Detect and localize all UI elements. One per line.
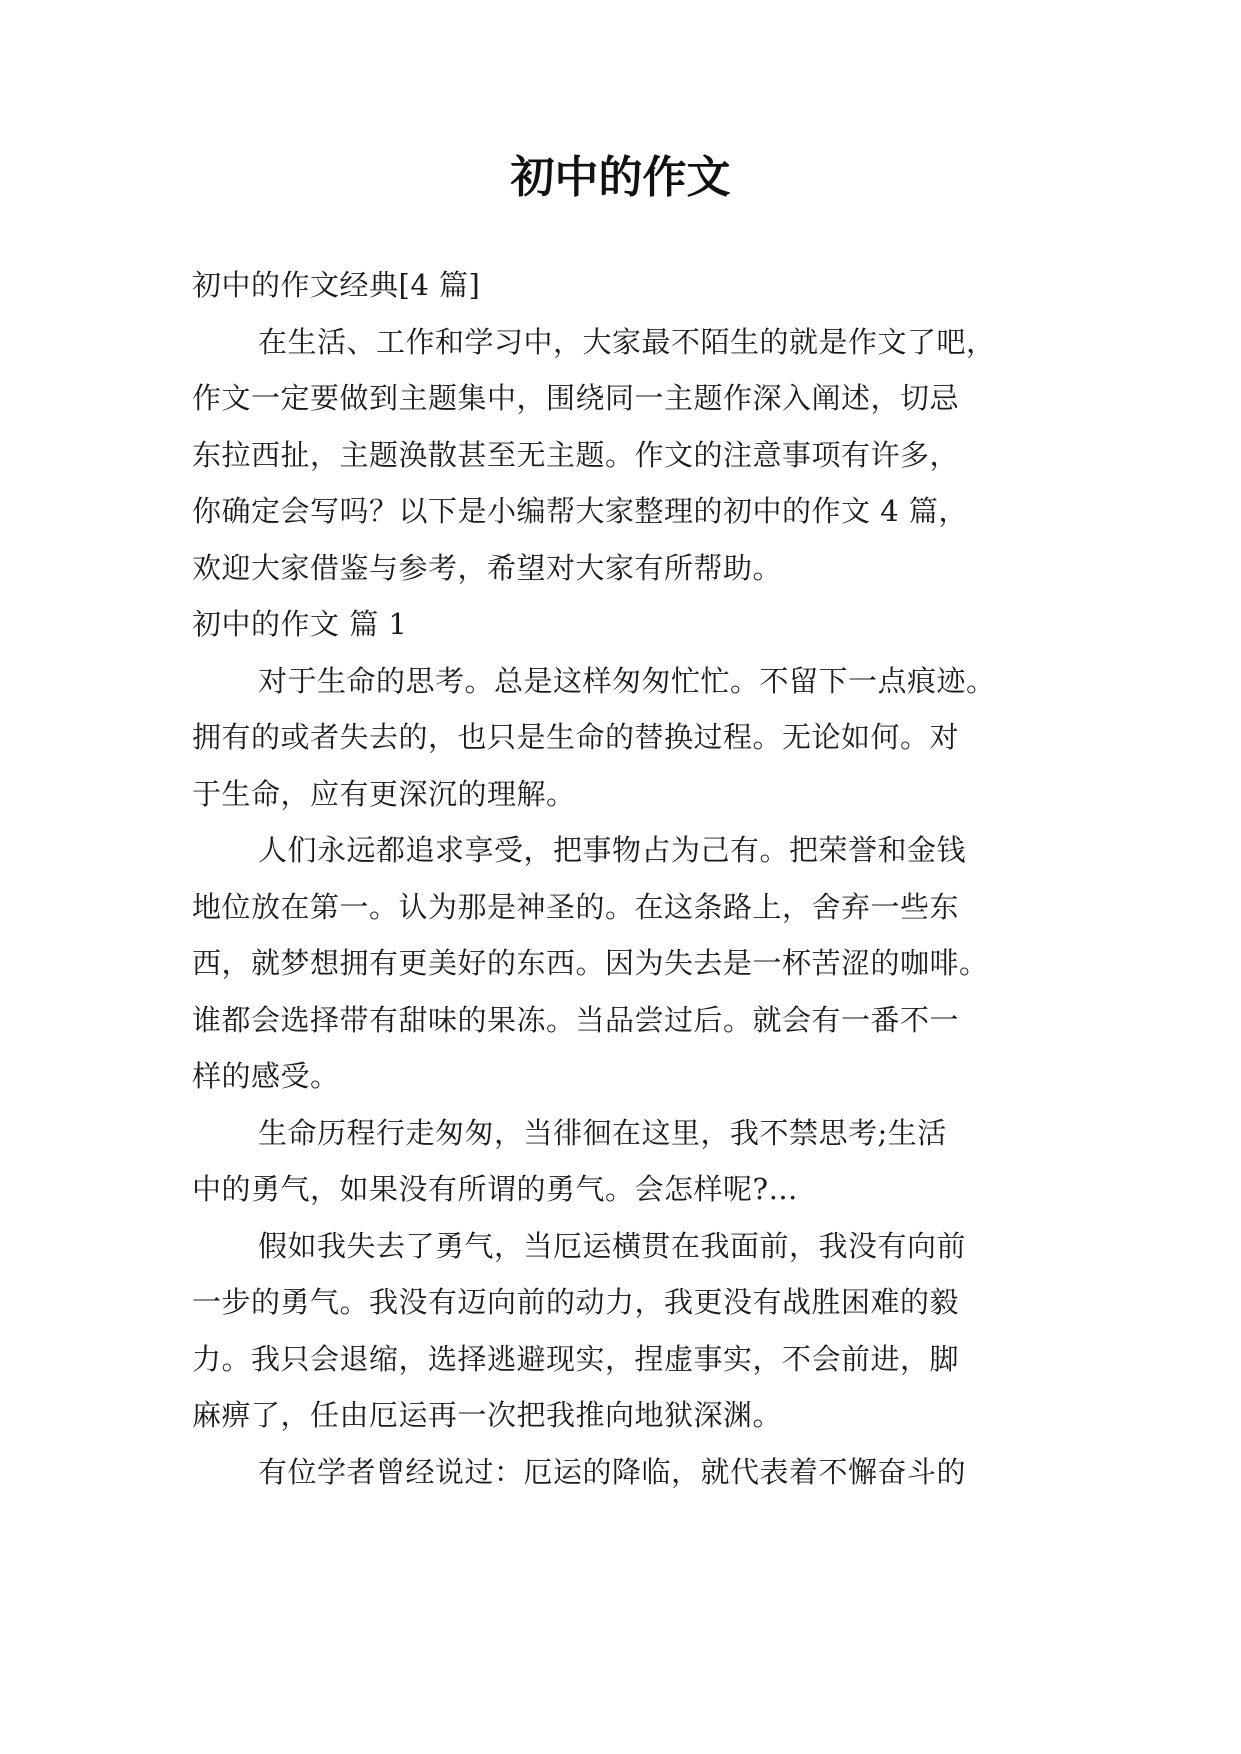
text-line: 在生活、工作和学习中，大家最不陌生的就是作文了吧， (258, 324, 996, 359)
text-line: 西，就梦想拥有更美好的东西。因为失去是一杯苦涩的咖啡。 (192, 946, 989, 980)
text-line: 初中的作文经典[4 篇] (192, 268, 481, 302)
text-line: 人们永远都追求享受，把事物占为己有。把荣誉和金钱 (258, 833, 967, 867)
text-line: 生命历程行走匆匆，当徘徊在这里，我不禁思考;生活 (258, 1115, 947, 1150)
text-line: 拥有的或者失去的，也只是生命的替换过程。无论如何。对 (192, 720, 960, 754)
text-line: 麻痹了，任由厄运再一次把我推向地狱深渊。 (192, 1398, 783, 1432)
document-body (192, 257, 1052, 1500)
text-line: 力。我只会退缩，选择逃避现实，捏虚事实，不会前进，脚 (192, 1341, 960, 1376)
text-line: 于生命，应有更深沉的理解。 (192, 776, 576, 811)
text-line: 东拉西扯，主题涣散甚至无主题。作文的注意事项有许多， (192, 437, 960, 472)
text-line: 中的勇气，如果没有所谓的勇气。会怎样呢?… (192, 1172, 799, 1206)
text-line: 作文一定要做到主题集中，围绕同一主题作深入阐述，切忌 (192, 381, 960, 415)
text-line: 有位学者曾经说过：厄运的降临，就代表着不懈奋斗的 (258, 1454, 967, 1489)
text-line: 地位放在第一。认为那是神圣的。在这条路上，舍弃一些东 (192, 889, 960, 924)
text-line: 欢迎大家借鉴与参考，希望对大家有所帮助。 (192, 550, 783, 585)
text-line: 初中的作文 篇 1 (192, 607, 408, 641)
text-line: 你确定会写吗？以下是小编帮大家整理的初中的作文 4 篇， (192, 494, 968, 528)
text-line: 一步的勇气。我没有迈向前的动力，我更没有战胜困难的毅 (192, 1285, 960, 1319)
text-line: 假如我失去了勇气，当厄运横贯在我面前，我没有向前 (258, 1228, 967, 1263)
text-line: 对于生命的思考。总是这样匆匆忙忙。不留下一点痕迹。 (258, 663, 996, 698)
text-line: 样的感受。 (192, 1059, 340, 1093)
text-line: 谁都会选择带有甜味的果冻。当品尝过后。就会有一番不一 (192, 1002, 960, 1037)
document-title: 初中的作文 (510, 152, 731, 203)
